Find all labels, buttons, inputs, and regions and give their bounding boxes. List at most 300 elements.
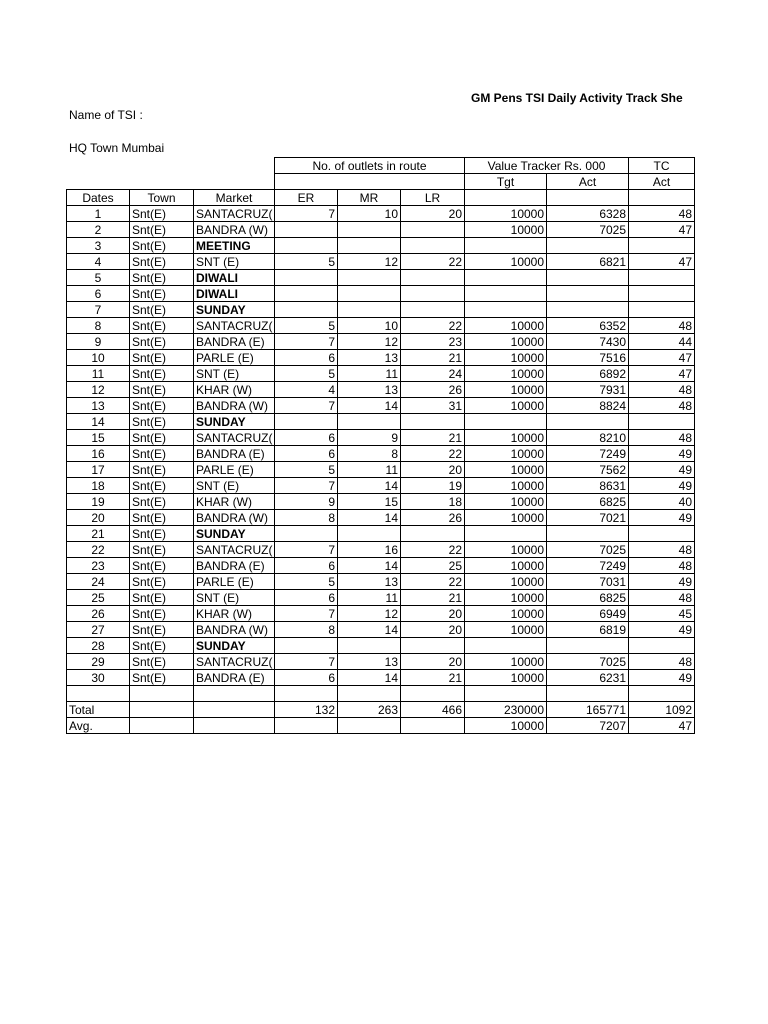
table-row xyxy=(67,574,695,590)
market-cell: BANDRA (W) xyxy=(194,222,275,238)
town-cell: Snt(E) xyxy=(130,222,194,238)
tgt-cell: 10000 xyxy=(465,654,547,670)
er-cell xyxy=(275,270,338,286)
table-row xyxy=(67,558,695,574)
er-cell: 8 xyxy=(275,510,338,526)
table-row xyxy=(67,670,695,686)
date-cell: 13 xyxy=(67,398,130,414)
tc-cell: 48 xyxy=(629,382,695,398)
col-lr: LR xyxy=(401,190,465,206)
er-cell xyxy=(275,302,338,318)
mr-cell: 14 xyxy=(338,398,401,414)
er-cell: 6 xyxy=(275,350,338,366)
er-cell: 5 xyxy=(275,462,338,478)
col-town: Town xyxy=(130,190,194,206)
act-cell: 8631 xyxy=(547,478,629,494)
act-cell xyxy=(547,238,629,254)
mr-cell xyxy=(338,222,401,238)
tc-cell xyxy=(629,238,695,254)
tgt-cell xyxy=(465,286,547,302)
tc-cell xyxy=(629,526,695,542)
tgt-cell: 10000 xyxy=(465,430,547,446)
tc-cell xyxy=(629,270,695,286)
mr-cell: 11 xyxy=(338,590,401,606)
tgt-cell: 10000 xyxy=(465,398,547,414)
date-cell: 6 xyxy=(67,286,130,302)
total-mr: 263 xyxy=(338,702,401,718)
tc-cell: 48 xyxy=(629,558,695,574)
town-cell: Snt(E) xyxy=(130,286,194,302)
table-row xyxy=(67,334,695,350)
table-row xyxy=(67,414,695,430)
act-cell: 7249 xyxy=(547,446,629,462)
table-row xyxy=(67,206,695,222)
market-cell: BANDRA (W) xyxy=(194,398,275,414)
lr-cell: 21 xyxy=(401,350,465,366)
date-cell: 28 xyxy=(67,638,130,654)
tc-cell: 48 xyxy=(629,206,695,222)
tgt-cell: 10000 xyxy=(465,510,547,526)
market-cell: BANDRA (W) xyxy=(194,510,275,526)
lr-cell xyxy=(401,286,465,302)
tc-cell: 48 xyxy=(629,398,695,414)
town-cell: Snt(E) xyxy=(130,382,194,398)
act-cell: 6328 xyxy=(547,206,629,222)
col-mr: MR xyxy=(338,190,401,206)
act-cell: 6819 xyxy=(547,622,629,638)
town-cell: Snt(E) xyxy=(130,334,194,350)
lr-cell: 31 xyxy=(401,398,465,414)
town-cell: Snt(E) xyxy=(130,494,194,510)
act-cell: 7025 xyxy=(547,222,629,238)
table-row xyxy=(67,398,695,414)
mr-cell: 14 xyxy=(338,558,401,574)
tc-cell: 49 xyxy=(629,622,695,638)
er-cell: 5 xyxy=(275,574,338,590)
act-cell: 7031 xyxy=(547,574,629,590)
mr-cell: 13 xyxy=(338,350,401,366)
mr-cell: 9 xyxy=(338,430,401,446)
date-cell: 12 xyxy=(67,382,130,398)
town-cell: Snt(E) xyxy=(130,270,194,286)
market-cell: MEETING xyxy=(194,238,275,254)
er-cell: 5 xyxy=(275,254,338,270)
act-cell: 6352 xyxy=(547,318,629,334)
mr-cell: 10 xyxy=(338,206,401,222)
lr-cell: 20 xyxy=(401,606,465,622)
avg-label: Avg. xyxy=(67,718,130,734)
lr-cell xyxy=(401,238,465,254)
date-cell: 17 xyxy=(67,462,130,478)
er-cell: 6 xyxy=(275,558,338,574)
total-label: Total xyxy=(67,702,130,718)
er-cell: 7 xyxy=(275,606,338,622)
col-er: ER xyxy=(275,190,338,206)
er-cell: 7 xyxy=(275,654,338,670)
tgt-cell: 10000 xyxy=(465,350,547,366)
lr-cell: 20 xyxy=(401,462,465,478)
tgt-cell: 10000 xyxy=(465,206,547,222)
table-row xyxy=(67,446,695,462)
date-cell: 2 xyxy=(67,222,130,238)
date-cell: 24 xyxy=(67,574,130,590)
avg-act: 7207 xyxy=(547,718,629,734)
tc-cell: 49 xyxy=(629,574,695,590)
lr-cell: 20 xyxy=(401,654,465,670)
mr-cell: 16 xyxy=(338,542,401,558)
avg-tc: 47 xyxy=(629,718,695,734)
table-row xyxy=(67,270,695,286)
lr-cell xyxy=(401,222,465,238)
market-cell: SANTACRUZ( xyxy=(194,206,275,222)
table-row xyxy=(67,478,695,494)
mr-cell xyxy=(338,238,401,254)
date-cell: 9 xyxy=(67,334,130,350)
town-cell: Snt(E) xyxy=(130,542,194,558)
er-cell: 7 xyxy=(275,478,338,494)
date-cell: 15 xyxy=(67,430,130,446)
avg-tgt: 10000 xyxy=(465,718,547,734)
town-cell: Snt(E) xyxy=(130,398,194,414)
mr-cell: 14 xyxy=(338,510,401,526)
er-cell: 4 xyxy=(275,382,338,398)
tgt-cell: 10000 xyxy=(465,254,547,270)
er-cell: 6 xyxy=(275,430,338,446)
er-cell xyxy=(275,286,338,302)
table-row xyxy=(67,350,695,366)
lr-cell: 21 xyxy=(401,430,465,446)
date-cell: 20 xyxy=(67,510,130,526)
act-cell xyxy=(547,526,629,542)
act-cell: 8824 xyxy=(547,398,629,414)
date-cell: 14 xyxy=(67,414,130,430)
tgt-cell: 10000 xyxy=(465,542,547,558)
lr-cell: 23 xyxy=(401,334,465,350)
act-cell xyxy=(547,270,629,286)
tc-cell: 48 xyxy=(629,318,695,334)
tc-cell: 49 xyxy=(629,478,695,494)
lr-cell xyxy=(401,638,465,654)
er-cell: 6 xyxy=(275,670,338,686)
act-cell: 7025 xyxy=(547,654,629,670)
town-cell: Snt(E) xyxy=(130,606,194,622)
market-cell: KHAR (W) xyxy=(194,382,275,398)
date-cell: 4 xyxy=(67,254,130,270)
table-row xyxy=(67,238,695,254)
town-cell: Snt(E) xyxy=(130,654,194,670)
town-cell: Snt(E) xyxy=(130,526,194,542)
date-cell: 16 xyxy=(67,446,130,462)
table-row xyxy=(67,254,695,270)
tc-cell: 49 xyxy=(629,670,695,686)
lr-cell: 22 xyxy=(401,254,465,270)
tgt-cell xyxy=(465,638,547,654)
act-cell: 7430 xyxy=(547,334,629,350)
date-cell: 3 xyxy=(67,238,130,254)
mr-cell: 8 xyxy=(338,446,401,462)
market-cell: SUNDAY xyxy=(194,302,275,318)
table-row xyxy=(67,510,695,526)
town-cell: Snt(E) xyxy=(130,302,194,318)
table-row xyxy=(67,462,695,478)
mr-cell xyxy=(338,302,401,318)
lr-cell xyxy=(401,526,465,542)
town-cell: Snt(E) xyxy=(130,462,194,478)
table-row xyxy=(67,222,695,238)
tc-cell: 48 xyxy=(629,430,695,446)
act-cell: 6949 xyxy=(547,606,629,622)
town-cell: Snt(E) xyxy=(130,622,194,638)
table-row xyxy=(67,286,695,302)
lr-cell: 21 xyxy=(401,590,465,606)
hq-town-label: HQ Town Mumbai xyxy=(69,141,165,155)
act-cell: 6231 xyxy=(547,670,629,686)
group-header-row xyxy=(67,158,695,174)
tgt-cell: 10000 xyxy=(465,606,547,622)
er-cell xyxy=(275,238,338,254)
er-cell: 7 xyxy=(275,206,338,222)
act-cell: 7516 xyxy=(547,350,629,366)
mr-cell xyxy=(338,526,401,542)
tc-cell xyxy=(629,286,695,302)
tgt-cell xyxy=(465,238,547,254)
market-cell: DIWALI xyxy=(194,270,275,286)
tgt-cell: 10000 xyxy=(465,462,547,478)
lr-cell: 18 xyxy=(401,494,465,510)
market-cell: SNT (E) xyxy=(194,590,275,606)
tc-cell: 49 xyxy=(629,462,695,478)
col-dates: Dates xyxy=(67,190,130,206)
lr-cell: 22 xyxy=(401,318,465,334)
outlets-group-header: No. of outlets in route xyxy=(275,158,465,174)
tc-cell: 47 xyxy=(629,366,695,382)
total-act: 165771 xyxy=(547,702,629,718)
blank-row xyxy=(67,686,695,702)
date-cell: 7 xyxy=(67,302,130,318)
table-row xyxy=(67,654,695,670)
town-cell: Snt(E) xyxy=(130,590,194,606)
act-cell xyxy=(547,302,629,318)
market-cell: SNT (E) xyxy=(194,254,275,270)
lr-cell: 24 xyxy=(401,366,465,382)
table-row xyxy=(67,622,695,638)
tgt-cell xyxy=(465,302,547,318)
er-cell xyxy=(275,638,338,654)
mr-cell xyxy=(338,286,401,302)
tgt-cell: 10000 xyxy=(465,446,547,462)
town-cell: Snt(E) xyxy=(130,366,194,382)
mr-cell: 14 xyxy=(338,670,401,686)
table-row xyxy=(67,526,695,542)
market-cell: SUNDAY xyxy=(194,414,275,430)
tgt-cell: 10000 xyxy=(465,366,547,382)
er-cell: 9 xyxy=(275,494,338,510)
table-row xyxy=(67,542,695,558)
market-cell: BANDRA (W) xyxy=(194,622,275,638)
table-row xyxy=(67,590,695,606)
town-cell: Snt(E) xyxy=(130,350,194,366)
table-row xyxy=(67,382,695,398)
mr-cell: 12 xyxy=(338,334,401,350)
mr-cell xyxy=(338,414,401,430)
market-cell: BANDRA (E) xyxy=(194,670,275,686)
tgt-cell: 10000 xyxy=(465,574,547,590)
mr-cell xyxy=(338,270,401,286)
mr-cell: 11 xyxy=(338,366,401,382)
market-cell: SUNDAY xyxy=(194,526,275,542)
lr-cell xyxy=(401,302,465,318)
column-header-row xyxy=(67,190,695,206)
mr-cell: 13 xyxy=(338,382,401,398)
mr-cell: 12 xyxy=(338,254,401,270)
act-cell: 6825 xyxy=(547,590,629,606)
town-cell: Snt(E) xyxy=(130,238,194,254)
market-cell: SANTACRUZ( xyxy=(194,318,275,334)
date-cell: 8 xyxy=(67,318,130,334)
date-cell: 26 xyxy=(67,606,130,622)
date-cell: 29 xyxy=(67,654,130,670)
lr-cell: 25 xyxy=(401,558,465,574)
mr-cell: 15 xyxy=(338,494,401,510)
date-cell: 10 xyxy=(67,350,130,366)
market-cell: SANTACRUZ( xyxy=(194,542,275,558)
act-cell: 8210 xyxy=(547,430,629,446)
act-cell xyxy=(547,286,629,302)
market-cell: BANDRA (E) xyxy=(194,334,275,350)
table-row xyxy=(67,302,695,318)
tc-cell: 48 xyxy=(629,590,695,606)
town-cell: Snt(E) xyxy=(130,510,194,526)
er-cell: 7 xyxy=(275,334,338,350)
date-cell: 21 xyxy=(67,526,130,542)
tgt-cell: 10000 xyxy=(465,318,547,334)
act-cell xyxy=(547,414,629,430)
lr-cell: 19 xyxy=(401,478,465,494)
act-cell: 7931 xyxy=(547,382,629,398)
act-cell: 7562 xyxy=(547,462,629,478)
tc-cell: 47 xyxy=(629,222,695,238)
tgt-cell xyxy=(465,270,547,286)
market-cell: SANTACRUZ( xyxy=(194,430,275,446)
date-cell: 23 xyxy=(67,558,130,574)
act-cell: 6821 xyxy=(547,254,629,270)
act-cell: 7025 xyxy=(547,542,629,558)
tgt-cell: 10000 xyxy=(465,334,547,350)
market-cell: BANDRA (E) xyxy=(194,558,275,574)
market-cell: DIWALI xyxy=(194,286,275,302)
er-cell: 6 xyxy=(275,590,338,606)
town-cell: Snt(E) xyxy=(130,670,194,686)
sheet-title: GM Pens TSI Daily Activity Track She xyxy=(471,91,683,105)
lr-cell: 22 xyxy=(401,446,465,462)
date-cell: 27 xyxy=(67,622,130,638)
tc-header: TC xyxy=(629,158,695,174)
act-cell: 7021 xyxy=(547,510,629,526)
lr-cell xyxy=(401,414,465,430)
tgt-cell: 10000 xyxy=(465,478,547,494)
date-cell: 22 xyxy=(67,542,130,558)
market-cell: KHAR (W) xyxy=(194,494,275,510)
tgt-cell: 10000 xyxy=(465,590,547,606)
market-cell: BANDRA (E) xyxy=(194,446,275,462)
er-cell xyxy=(275,526,338,542)
town-cell: Snt(E) xyxy=(130,430,194,446)
tc-cell: 44 xyxy=(629,334,695,350)
tgt-cell: 10000 xyxy=(465,382,547,398)
date-cell: 18 xyxy=(67,478,130,494)
town-cell: Snt(E) xyxy=(130,414,194,430)
act-cell: 6892 xyxy=(547,366,629,382)
er-cell: 7 xyxy=(275,398,338,414)
tgt-cell: 10000 xyxy=(465,622,547,638)
total-tc: 1092 xyxy=(629,702,695,718)
mr-cell: 12 xyxy=(338,606,401,622)
lr-cell: 22 xyxy=(401,574,465,590)
value-tracker-header: Value Tracker Rs. 000 xyxy=(465,158,629,174)
date-cell: 30 xyxy=(67,670,130,686)
er-cell: 7 xyxy=(275,542,338,558)
total-lr: 466 xyxy=(401,702,465,718)
town-cell: Snt(E) xyxy=(130,206,194,222)
table-row xyxy=(67,606,695,622)
market-cell: PARLE (E) xyxy=(194,462,275,478)
market-cell: SANTACRUZ( xyxy=(194,654,275,670)
town-cell: Snt(E) xyxy=(130,574,194,590)
town-cell: Snt(E) xyxy=(130,638,194,654)
table-row xyxy=(67,638,695,654)
lr-cell: 21 xyxy=(401,670,465,686)
er-cell xyxy=(275,222,338,238)
mr-cell: 14 xyxy=(338,622,401,638)
er-cell xyxy=(275,414,338,430)
town-cell: Snt(E) xyxy=(130,318,194,334)
tc-cell: 40 xyxy=(629,494,695,510)
table-row xyxy=(67,366,695,382)
table-row xyxy=(67,430,695,446)
mr-cell: 11 xyxy=(338,462,401,478)
tgt-cell: 10000 xyxy=(465,558,547,574)
act-cell xyxy=(547,638,629,654)
town-cell: Snt(E) xyxy=(130,478,194,494)
lr-cell: 20 xyxy=(401,622,465,638)
market-cell: PARLE (E) xyxy=(194,350,275,366)
date-cell: 1 xyxy=(67,206,130,222)
tc-cell: 45 xyxy=(629,606,695,622)
tgt-cell: 10000 xyxy=(465,494,547,510)
market-cell: KHAR (W) xyxy=(194,606,275,622)
er-cell: 5 xyxy=(275,366,338,382)
market-cell: SNT (E) xyxy=(194,366,275,382)
mr-cell xyxy=(338,638,401,654)
table-row xyxy=(67,318,695,334)
act-header: Act xyxy=(547,174,629,190)
activity-table xyxy=(66,157,695,734)
er-cell: 6 xyxy=(275,446,338,462)
lr-cell: 22 xyxy=(401,542,465,558)
lr-cell xyxy=(401,270,465,286)
total-er: 132 xyxy=(275,702,338,718)
town-cell: Snt(E) xyxy=(130,446,194,462)
act-cell: 6825 xyxy=(547,494,629,510)
tgt-cell: 10000 xyxy=(465,222,547,238)
market-cell: PARLE (E) xyxy=(194,574,275,590)
total-row xyxy=(67,702,695,718)
tc-cell xyxy=(629,302,695,318)
market-cell: SNT (E) xyxy=(194,478,275,494)
date-cell: 25 xyxy=(67,590,130,606)
tgt-header: Tgt xyxy=(465,174,547,190)
er-cell: 5 xyxy=(275,318,338,334)
